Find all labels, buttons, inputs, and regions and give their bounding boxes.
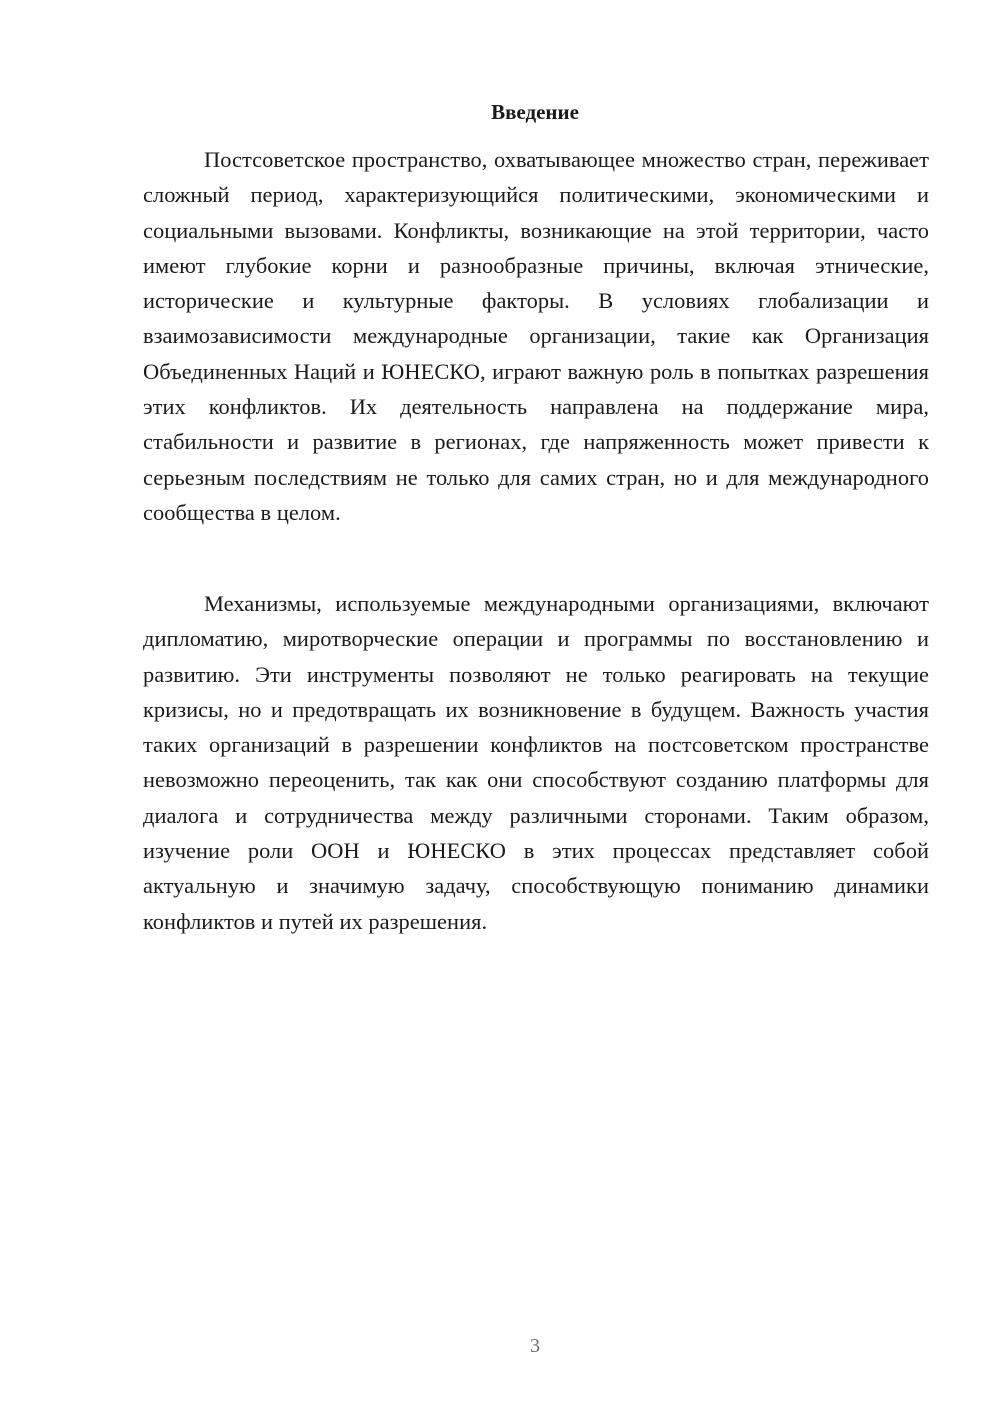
page-number: 3 [530, 1335, 540, 1357]
paragraph-intro: Постсоветское пространство, охватывающее множество стран, переживает сложный период, характеризующийся политическими, экономическими и социальными вызовами. Конфликты, возникающие на этой территории, часто имеют глубокие корни и разнообразные причины, включая этнические, исторические и культурные факторы. В условиях глобализации и взаимозависимости международные организации, такие как Организация Объединенных Наций и ЮНЕСКО, играют важную роль в попытках разрешения этих конфликтов. Их деятельность направлена на поддержание мира, стабильности и развитие в регионах, где напряженность может привести к серьезным последствиям не только для самих стран, но и для международного сообщества в целом. [143, 147, 929, 525]
paragraph-mechanisms: Механизмы, используемые международными организациями, включают дипломатию, миротворческие операции и программы по восстановлению и развитию. Эти инструменты позволяют не только реагировать на текущие кризисы, но и предотвращать их возникновение в будущем. Важность участия таких организаций в разрешении конфликтов на постсоветском пространстве невозможно переоценить, так как они способствуют созданию платформы для диалога и сотрудничества между различными сторонами. Таким образом, изучение роли ООН и ЮНЕСКО в этих процессах представляет собой актуальную и значимую задачу, способствующую пониманию динамики конфликтов и путей их разрешения. [143, 591, 929, 934]
section-heading: Введение [491, 100, 579, 124]
